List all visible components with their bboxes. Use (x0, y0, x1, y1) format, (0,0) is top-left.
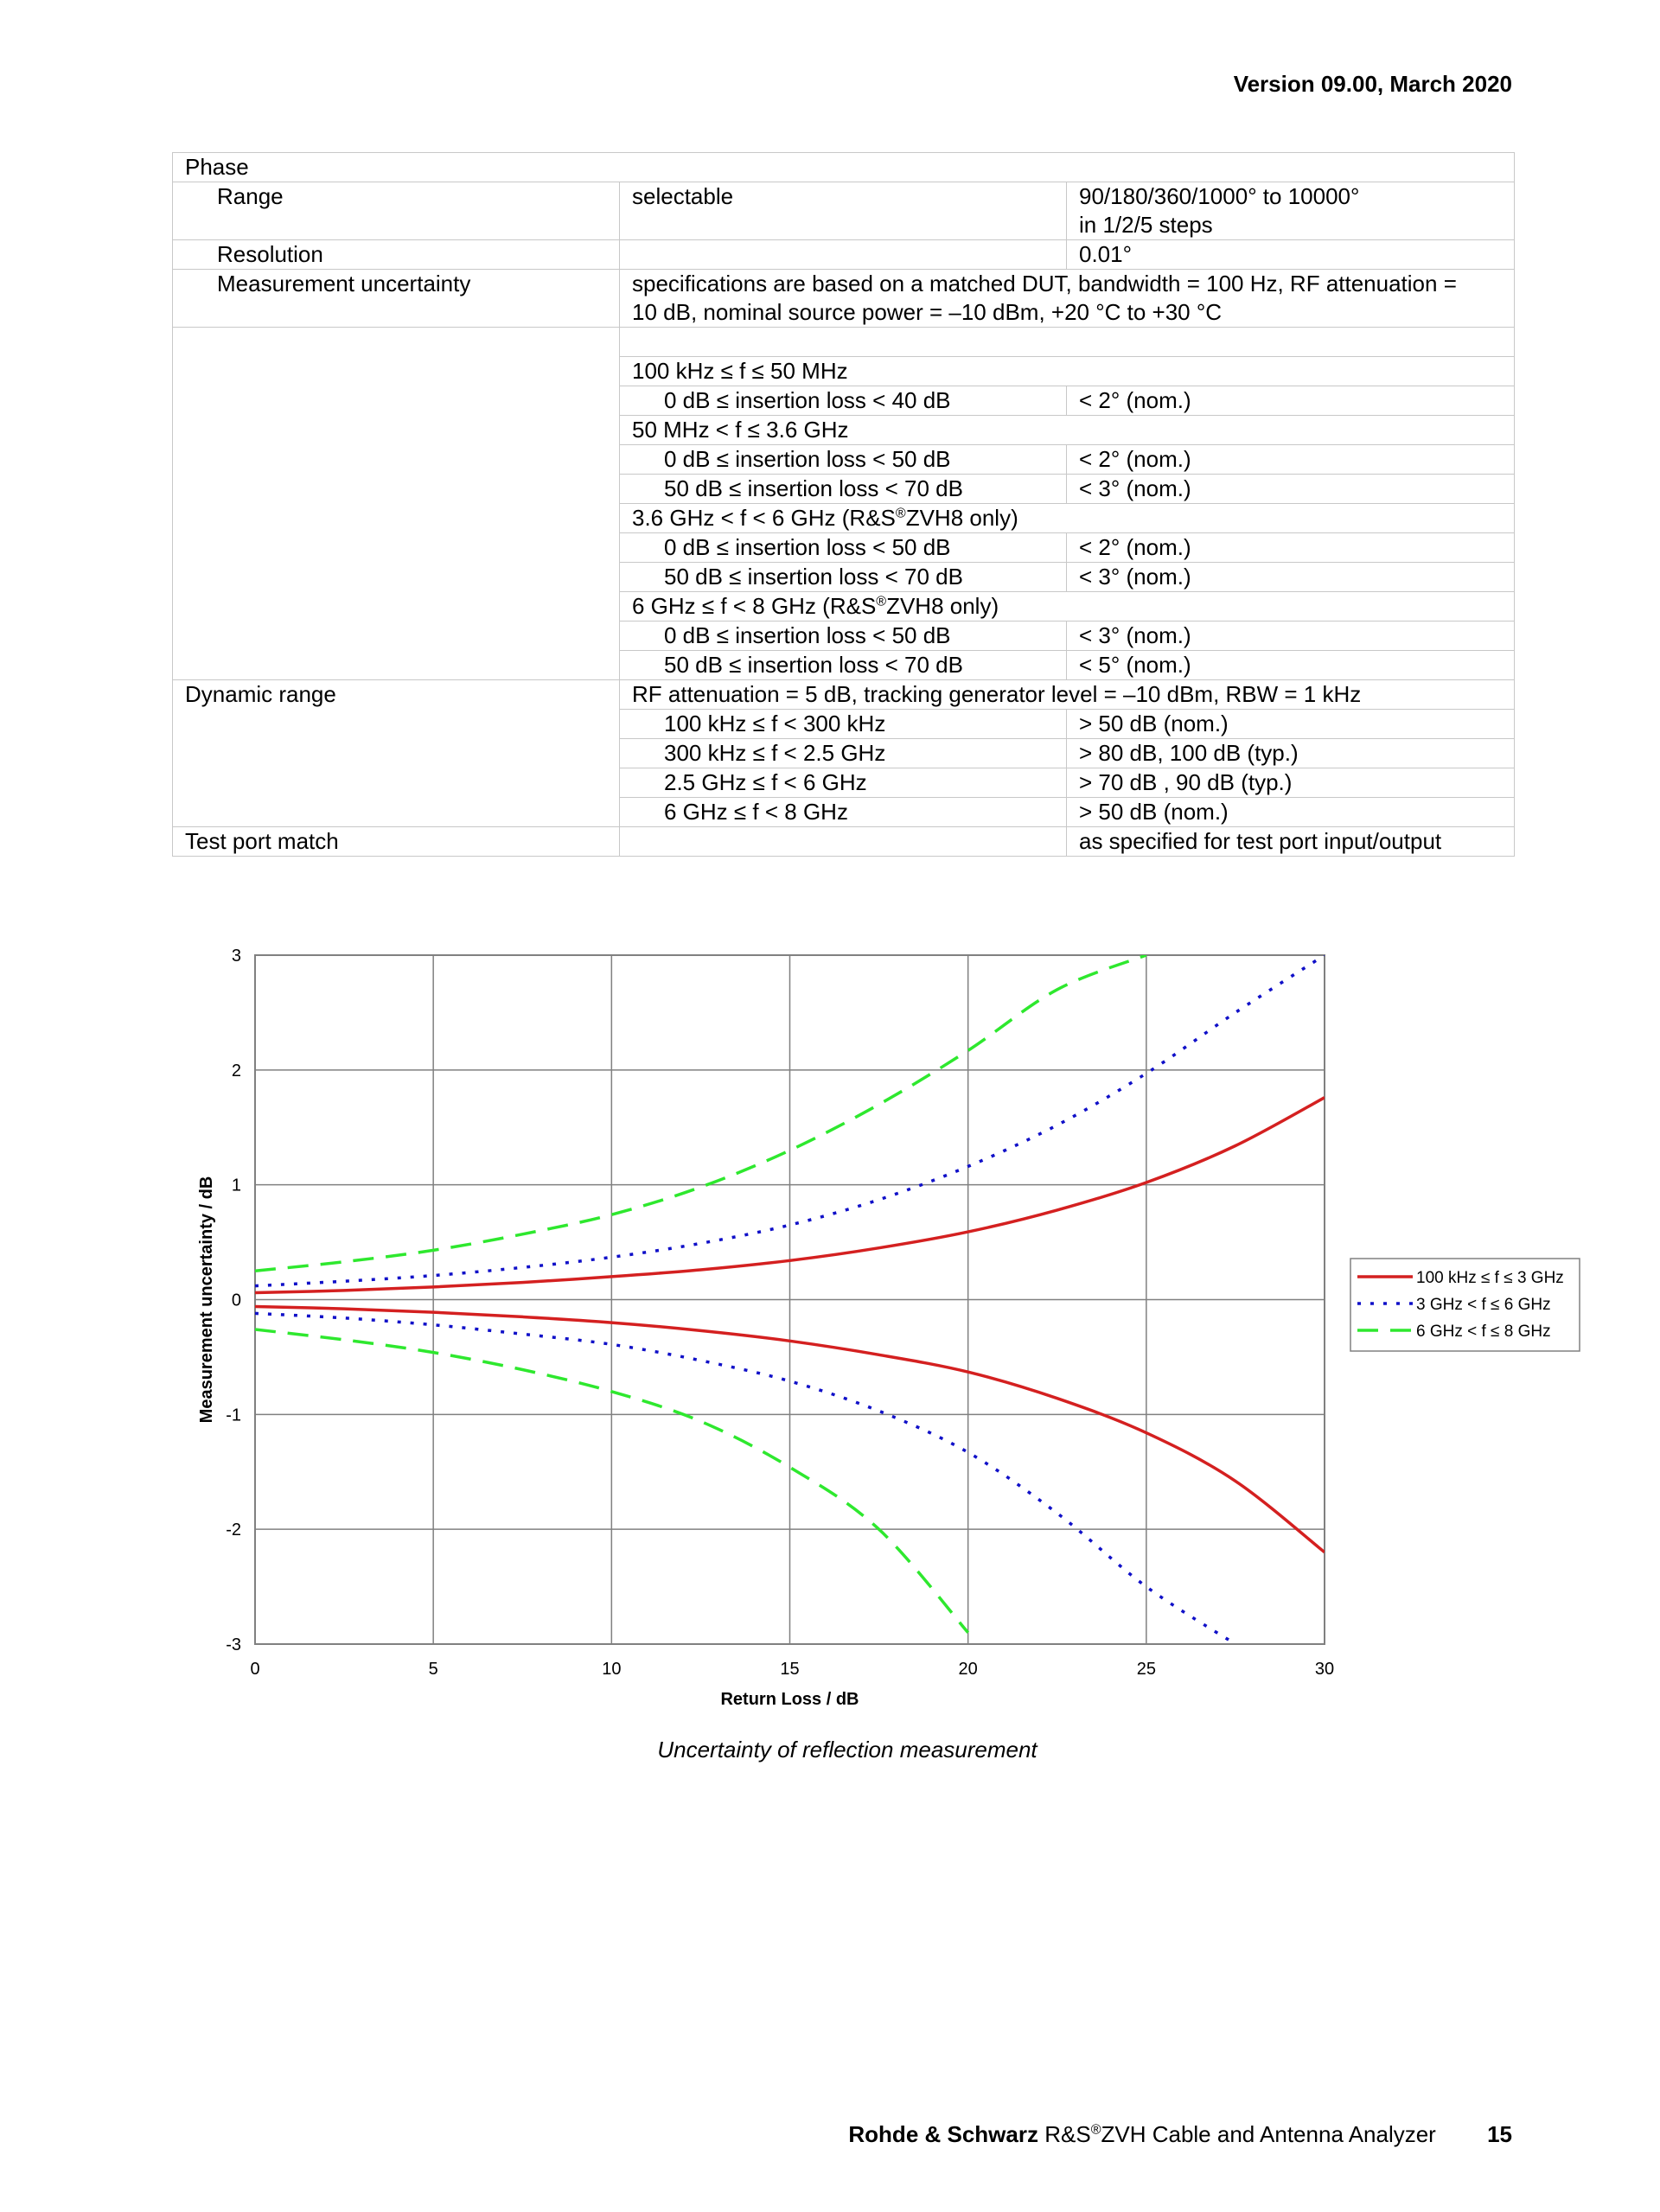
chart-caption: Uncertainty of reflection measurement (657, 1737, 1038, 1763)
section-title: Phase (173, 153, 1515, 182)
spec-value: < 3° (nom.) (1067, 563, 1515, 592)
y-tick-label: -1 (226, 1406, 241, 1425)
series-line-lower (255, 1313, 1235, 1644)
chart-legend (1350, 1259, 1580, 1351)
legend-label: 100 kHz ≤ f ≤ 3 GHz (1416, 1269, 1564, 1287)
spec-value: < 2° (nom.) (1067, 533, 1515, 563)
frequency-band: 50 MHz < f ≤ 3.6 GHz (620, 416, 1515, 445)
footer-brand: Rohde & Schwarz (848, 2121, 1038, 2147)
y-tick-label: 3 (231, 947, 241, 966)
spec-value: > 80 dB, 100 dB (typ.) (1067, 739, 1515, 768)
x-tick-label: 30 (1314, 1660, 1335, 1679)
frequency-band: 6 GHz ≤ f < 8 GHz (R&S®ZVH8 only) (620, 592, 1515, 622)
y-tick-label: 0 (231, 1291, 241, 1310)
x-tick-label: 5 (428, 1660, 438, 1679)
spec-value: 0.01° (1067, 240, 1515, 270)
spec-value: > 70 dB , 90 dB (typ.) (1067, 768, 1515, 798)
y-axis-ticks (226, 947, 241, 1654)
frequency-band: 3.6 GHz < f < 6 GHz (R&S®ZVH8 only) (620, 504, 1515, 533)
footer-product: R&S®ZVH Cable and Antenna Analyzer (1044, 2121, 1436, 2147)
y-tick-label: -2 (226, 1520, 241, 1540)
chart-grid (255, 955, 1325, 1644)
spec-value: 90/180/360/1000° to 10000° in 1/2/5 steps (1067, 182, 1515, 240)
spec-condition: 50 dB ≤ insertion loss < 70 dB (620, 475, 1067, 504)
x-tick-label: 15 (780, 1660, 800, 1679)
y-tick-label: 2 (231, 1061, 241, 1081)
page-footer (848, 2121, 1512, 2148)
spec-value: > 50 dB (nom.) (1067, 798, 1515, 827)
x-tick-label: 25 (1136, 1660, 1156, 1679)
legend-label: 6 GHz < f ≤ 8 GHz (1416, 1323, 1551, 1341)
spec-description: RF attenuation = 5 dB, tracking generator level = –10 dBm, RBW = 1 kHz (620, 680, 1515, 710)
y-tick-label: 1 (231, 1176, 241, 1195)
page-number: 15 (1487, 2121, 1512, 2147)
x-tick-label: 20 (958, 1660, 978, 1679)
spec-condition: 0 dB ≤ insertion loss < 50 dB (620, 533, 1067, 563)
spec-value: < 2° (nom.) (1067, 386, 1515, 416)
x-tick-label: 10 (602, 1660, 622, 1679)
spec-label: Measurement uncertainty (173, 270, 620, 328)
document-version: Version 09.00, March 2020 (1233, 71, 1512, 97)
spec-label: Resolution (173, 240, 620, 270)
y-axis-label: Measurement uncertainty / dB (197, 1176, 216, 1424)
spec-condition: selectable (620, 182, 1067, 240)
spec-condition: 50 dB ≤ insertion loss < 70 dB (620, 563, 1067, 592)
spec-value: < 3° (nom.) (1067, 622, 1515, 651)
spec-condition: 100 kHz ≤ f < 300 kHz (620, 710, 1067, 739)
x-axis-label: Return Loss / dB (720, 1690, 859, 1709)
x-tick-label: 0 (250, 1660, 260, 1679)
spec-condition: 0 dB ≤ insertion loss < 40 dB (620, 386, 1067, 416)
spec-label: Dynamic range (173, 680, 620, 827)
spec-value: < 2° (nom.) (1067, 445, 1515, 475)
legend-label: 3 GHz < f ≤ 6 GHz (1416, 1296, 1551, 1314)
spec-condition: 0 dB ≤ insertion loss < 50 dB (620, 445, 1067, 475)
x-axis-ticks (250, 1660, 1334, 1679)
spec-value: as specified for test port input/output (1067, 827, 1515, 857)
y-tick-label: -3 (226, 1635, 241, 1654)
spec-value: < 5° (nom.) (1067, 651, 1515, 680)
spec-condition: 6 GHz ≤ f < 8 GHz (620, 798, 1067, 827)
spec-label: Test port match (173, 827, 620, 857)
spec-value: < 3° (nom.) (1067, 475, 1515, 504)
spec-condition: 2.5 GHz ≤ f < 6 GHz (620, 768, 1067, 798)
spec-condition: 0 dB ≤ insertion loss < 50 dB (620, 622, 1067, 651)
series-line-upper (255, 955, 1146, 1271)
frequency-band: 100 kHz ≤ f ≤ 50 MHz (620, 357, 1515, 386)
spec-value: > 50 dB (nom.) (1067, 710, 1515, 739)
spec-condition: 50 dB ≤ insertion loss < 70 dB (620, 651, 1067, 680)
spec-condition: 300 kHz ≤ f < 2.5 GHz (620, 739, 1067, 768)
spec-label: Range (173, 182, 620, 240)
spec-description: specifications are based on a matched DUT, bandwidth = 100 Hz, RF attenuation = 10 dB, nominal source power = –10 dBm, +20 °C to +30 °C (620, 270, 1515, 328)
